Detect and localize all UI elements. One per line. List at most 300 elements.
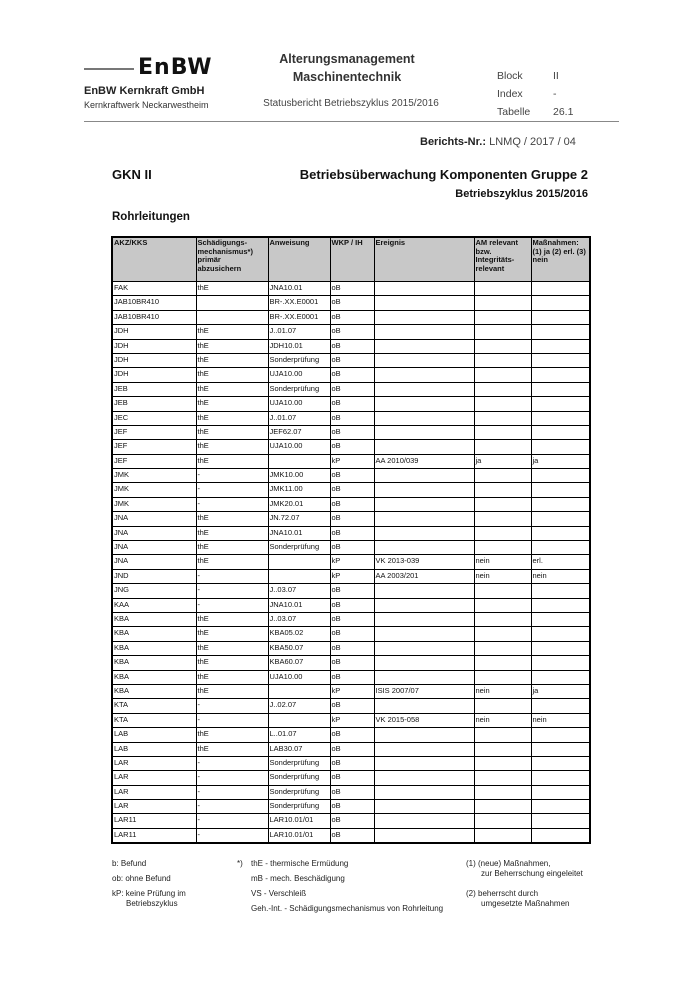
cell-akz: JND: [112, 569, 196, 583]
cell-mechanism: thE: [196, 555, 268, 569]
cell-measures: [531, 483, 590, 497]
cell-event: AA 2010/039: [374, 454, 474, 468]
cell-akz: JEB: [112, 382, 196, 396]
cell-akz: LAR: [112, 771, 196, 785]
cell-mechanism: -: [196, 756, 268, 770]
cell-event: [374, 469, 474, 483]
cell-measures: [531, 353, 590, 367]
table-row: [112, 454, 590, 468]
cell-mechanism: thE: [196, 339, 268, 353]
cell-instruction: L..01.07: [268, 728, 330, 742]
cell-wkp: oB: [330, 699, 374, 713]
cell-am-relevant: [474, 828, 531, 843]
cell-event: [374, 771, 474, 785]
table-row: [112, 541, 590, 555]
cell-mechanism: thE: [196, 641, 268, 655]
company-name: EnBW Kernkraft GmbH: [84, 85, 205, 97]
cell-instruction: LAB30.07: [268, 742, 330, 756]
cell-instruction: BR-.XX.E0001: [268, 296, 330, 310]
cell-akz: JEB: [112, 397, 196, 411]
cell-wkp: oB: [330, 656, 374, 670]
cell-event: [374, 699, 474, 713]
cell-event: [374, 382, 474, 396]
cell-mechanism: thE: [196, 411, 268, 425]
cell-am-relevant: [474, 584, 531, 598]
cell-mechanism: thE: [196, 612, 268, 626]
cell-measures: [531, 584, 590, 598]
cell-am-relevant: [474, 382, 531, 396]
cell-measures: [531, 282, 590, 296]
meta-value-block: II: [553, 70, 559, 82]
table-row: [112, 756, 590, 770]
table-row: [112, 339, 590, 353]
cell-akz: JDH: [112, 368, 196, 382]
cell-event: [374, 670, 474, 684]
cell-am-relevant: [474, 771, 531, 785]
meta-label-table: Tabelle: [497, 106, 531, 118]
cell-instruction: JNA10.01: [268, 282, 330, 296]
cell-mechanism: -: [196, 483, 268, 497]
cell-mechanism: [196, 310, 268, 324]
cell-instruction: LAR10.01/01: [268, 828, 330, 843]
legend-ohne-befund: ob: ohne Befund: [112, 874, 171, 883]
cell-wkp: oB: [330, 728, 374, 742]
table-row: [112, 742, 590, 756]
cell-mechanism: -: [196, 497, 268, 511]
cell-am-relevant: [474, 742, 531, 756]
cell-wkp: oB: [330, 411, 374, 425]
cell-mechanism: thE: [196, 397, 268, 411]
legend-measure-1-cont: zur Beherrschung eingeleitet: [481, 869, 583, 878]
cell-am-relevant: [474, 785, 531, 799]
report-number-label: Berichts-Nr.:: [420, 136, 487, 148]
col-header-instruction: Anweisung: [268, 237, 330, 282]
cell-mechanism: thE: [196, 325, 268, 339]
table-row: [112, 353, 590, 367]
cell-measures: [531, 368, 590, 382]
cell-instruction: J..02.07: [268, 699, 330, 713]
cell-akz: JMK: [112, 497, 196, 511]
cell-event: ISIS 2007/07: [374, 684, 474, 698]
report-number: [420, 136, 576, 148]
cell-wkp: oB: [330, 397, 374, 411]
table-row: [112, 397, 590, 411]
cell-am-relevant: nein: [474, 713, 531, 727]
cell-mechanism: thE: [196, 282, 268, 296]
table-row: [112, 656, 590, 670]
cell-am-relevant: [474, 296, 531, 310]
cell-wkp: oB: [330, 497, 374, 511]
cell-instruction: [268, 454, 330, 468]
cell-measures: [531, 828, 590, 843]
table-row: [112, 569, 590, 583]
cell-measures: [531, 541, 590, 555]
cell-mechanism: thE: [196, 512, 268, 526]
cell-mechanism: thE: [196, 526, 268, 540]
cell-instruction: J..03.07: [268, 584, 330, 598]
legend-the: thE - thermische Ermüdung: [251, 859, 349, 868]
table-row: [112, 526, 590, 540]
cell-am-relevant: [474, 756, 531, 770]
cell-measures: [531, 670, 590, 684]
cell-measures: [531, 814, 590, 828]
cell-measures: [531, 756, 590, 770]
cell-mechanism: [196, 296, 268, 310]
cell-am-relevant: [474, 469, 531, 483]
cell-measures: [531, 728, 590, 742]
cell-wkp: oB: [330, 353, 374, 367]
cell-wkp: oB: [330, 368, 374, 382]
table-row: [112, 555, 590, 569]
cell-mechanism: thE: [196, 742, 268, 756]
cell-am-relevant: [474, 411, 531, 425]
cell-event: [374, 656, 474, 670]
report-number-value: LNMQ / 2017 / 04: [489, 136, 576, 148]
plant-name: Kernkraftwerk Neckarwestheim: [84, 100, 209, 110]
cell-mechanism: -: [196, 469, 268, 483]
table-row: [112, 469, 590, 483]
cell-wkp: kP: [330, 555, 374, 569]
cell-measures: [531, 382, 590, 396]
cell-wkp: oB: [330, 742, 374, 756]
col-header-wkp: WKP / IH: [330, 237, 374, 282]
cell-instruction: JNA10.01: [268, 598, 330, 612]
table-row: [112, 828, 590, 843]
cell-event: [374, 296, 474, 310]
cell-wkp: oB: [330, 612, 374, 626]
cell-akz: FAK: [112, 282, 196, 296]
cell-am-relevant: [474, 425, 531, 439]
table-row: [112, 310, 590, 324]
cell-akz: JEF: [112, 440, 196, 454]
cell-akz: JNA: [112, 512, 196, 526]
table-row: [112, 382, 590, 396]
legend-keine-pruefung: kP: keine Prüfung im: [112, 889, 186, 898]
cell-mechanism: thE: [196, 454, 268, 468]
cell-am-relevant: [474, 612, 531, 626]
cell-wkp: kP: [330, 454, 374, 468]
cell-mechanism: -: [196, 771, 268, 785]
cell-akz: JEF: [112, 425, 196, 439]
cycle-subtitle: Betriebszyklus 2015/2016: [455, 188, 588, 200]
cell-akz: LAB: [112, 742, 196, 756]
table-row: [112, 684, 590, 698]
cell-akz: JNA: [112, 555, 196, 569]
cell-wkp: oB: [330, 800, 374, 814]
legend-befund: b: Befund: [112, 859, 147, 868]
cell-wkp: oB: [330, 425, 374, 439]
table-row: [112, 627, 590, 641]
cell-instruction: JN.72.07: [268, 512, 330, 526]
cell-mechanism: -: [196, 785, 268, 799]
cell-am-relevant: nein: [474, 569, 531, 583]
cell-wkp: oB: [330, 627, 374, 641]
cell-wkp: kP: [330, 713, 374, 727]
cell-measures: [531, 641, 590, 655]
cell-event: [374, 828, 474, 843]
cell-akz: KBA: [112, 656, 196, 670]
cell-am-relevant: nein: [474, 555, 531, 569]
cell-wkp: oB: [330, 814, 374, 828]
meta-label-block: Block: [497, 70, 523, 82]
status-table: [111, 236, 591, 844]
cell-am-relevant: ja: [474, 454, 531, 468]
cell-event: [374, 353, 474, 367]
cell-wkp: oB: [330, 771, 374, 785]
cell-am-relevant: [474, 397, 531, 411]
cell-mechanism: thE: [196, 670, 268, 684]
col-header-measures: Maßnahmen: (1) ja (2) erl. (3) nein: [531, 237, 590, 282]
table-row: [112, 612, 590, 626]
cell-event: [374, 282, 474, 296]
cell-wkp: oB: [330, 756, 374, 770]
legend-mb: mB - mech. Beschädigung: [251, 874, 345, 883]
cell-measures: [531, 785, 590, 799]
cell-event: AA 2003/201: [374, 569, 474, 583]
cell-event: [374, 497, 474, 511]
company-logo: EnBW: [138, 55, 213, 80]
col-header-akz: AKZ/KKS: [112, 237, 196, 282]
legend-measure-1: (1) (neue) Maßnahmen,: [466, 859, 551, 868]
cell-am-relevant: [474, 814, 531, 828]
cell-akz: JEC: [112, 411, 196, 425]
cell-mechanism: -: [196, 800, 268, 814]
cell-mechanism: -: [196, 828, 268, 843]
cell-event: [374, 728, 474, 742]
cell-measures: erl.: [531, 555, 590, 569]
cell-event: [374, 598, 474, 612]
cell-measures: [531, 425, 590, 439]
table-row: [112, 728, 590, 742]
cell-akz: LAR11: [112, 814, 196, 828]
cell-event: [374, 742, 474, 756]
cell-event: [374, 411, 474, 425]
cell-mechanism: thE: [196, 353, 268, 367]
cell-measures: [531, 800, 590, 814]
cell-am-relevant: [474, 325, 531, 339]
cell-akz: KBA: [112, 684, 196, 698]
legend-keine-pruefung-cont: Betriebszyklus: [126, 899, 178, 908]
cell-instruction: Sonderprüfung: [268, 541, 330, 555]
table-row: [112, 699, 590, 713]
cell-measures: [531, 598, 590, 612]
cell-wkp: oB: [330, 584, 374, 598]
cell-akz: KBA: [112, 670, 196, 684]
cell-mechanism: thE: [196, 425, 268, 439]
cell-event: [374, 627, 474, 641]
cell-akz: JNA: [112, 526, 196, 540]
cell-am-relevant: [474, 368, 531, 382]
cell-akz: JMK: [112, 483, 196, 497]
cell-measures: [531, 742, 590, 756]
cell-am-relevant: [474, 282, 531, 296]
cell-measures: [531, 771, 590, 785]
cell-wkp: oB: [330, 526, 374, 540]
cell-am-relevant: [474, 800, 531, 814]
cell-akz: JNG: [112, 584, 196, 598]
legend-measure-2: (2) beherrscht durch: [466, 889, 539, 898]
cell-instruction: Sonderprüfung: [268, 756, 330, 770]
cell-am-relevant: [474, 656, 531, 670]
table-row: [112, 713, 590, 727]
table-row: [112, 598, 590, 612]
cell-akz: KTA: [112, 713, 196, 727]
cell-event: [374, 310, 474, 324]
cell-measures: [531, 397, 590, 411]
cell-mechanism: -: [196, 569, 268, 583]
cell-instruction: JMK11.00: [268, 483, 330, 497]
cell-am-relevant: [474, 598, 531, 612]
cell-instruction: UJA10.00: [268, 397, 330, 411]
cell-am-relevant: [474, 353, 531, 367]
cell-am-relevant: [474, 699, 531, 713]
cell-am-relevant: [474, 497, 531, 511]
meta-label-index: Index: [497, 88, 523, 100]
cell-am-relevant: [474, 641, 531, 655]
cell-instruction: JMK10.00: [268, 469, 330, 483]
cell-instruction: JEF62.07: [268, 425, 330, 439]
cell-akz: KBA: [112, 641, 196, 655]
cell-measures: [531, 469, 590, 483]
cell-measures: [531, 440, 590, 454]
col-header-event: Ereignis: [374, 237, 474, 282]
page-title: Betriebsüberwachung Komponenten Gruppe 2: [299, 167, 588, 182]
cell-instruction: KBA60.07: [268, 656, 330, 670]
cell-akz: JMK: [112, 469, 196, 483]
cell-akz: KBA: [112, 627, 196, 641]
cell-akz: LAR: [112, 785, 196, 799]
cell-wkp: oB: [330, 670, 374, 684]
cell-wkp: oB: [330, 310, 374, 324]
table-row: [112, 440, 590, 454]
legend-measure-2-cont: umgesetzte Maßnahmen: [481, 899, 570, 908]
cell-instruction: [268, 684, 330, 698]
table-row: [112, 800, 590, 814]
cell-wkp: oB: [330, 512, 374, 526]
cell-event: [374, 368, 474, 382]
cell-mechanism: thE: [196, 382, 268, 396]
cell-instruction: [268, 713, 330, 727]
cell-event: [374, 440, 474, 454]
cell-wkp: oB: [330, 641, 374, 655]
cell-instruction: KBA05.02: [268, 627, 330, 641]
cell-am-relevant: nein: [474, 684, 531, 698]
table-row: [112, 670, 590, 684]
cell-measures: ja: [531, 684, 590, 698]
cell-event: [374, 756, 474, 770]
cell-measures: [531, 296, 590, 310]
cell-measures: [531, 339, 590, 353]
cell-mechanism: -: [196, 713, 268, 727]
cell-akz: JAB10BR410: [112, 296, 196, 310]
cell-measures: ja: [531, 454, 590, 468]
cell-instruction: [268, 569, 330, 583]
cell-event: [374, 612, 474, 626]
cell-am-relevant: [474, 512, 531, 526]
header-subtitle: Statusbericht Betriebszyklus 2015/2016: [263, 98, 439, 109]
cell-measures: [531, 325, 590, 339]
meta-value-index: -: [553, 88, 557, 100]
table-row: [112, 785, 590, 799]
cell-akz: LAR11: [112, 828, 196, 843]
cell-am-relevant: [474, 339, 531, 353]
section-heading: Rohrleitungen: [112, 211, 190, 223]
cell-wkp: oB: [330, 469, 374, 483]
table-row: [112, 483, 590, 497]
table-row: [112, 411, 590, 425]
cell-am-relevant: [474, 310, 531, 324]
legend-mechanism-mark: *): [237, 859, 243, 868]
cell-akz: JEF: [112, 454, 196, 468]
cell-mechanism: thE: [196, 541, 268, 555]
cell-instruction: LAR10.01/01: [268, 814, 330, 828]
col-header-am-relevant: AM relevant bzw. Integritäts-relevant: [474, 237, 531, 282]
header-divider: [84, 121, 619, 122]
cell-mechanism: thE: [196, 684, 268, 698]
cell-instruction: J..01.07: [268, 325, 330, 339]
cell-instruction: [268, 555, 330, 569]
cell-mechanism: thE: [196, 656, 268, 670]
cell-event: [374, 325, 474, 339]
cell-instruction: J..01.07: [268, 411, 330, 425]
cell-measures: [531, 612, 590, 626]
cell-akz: KAA: [112, 598, 196, 612]
table-row: [112, 641, 590, 655]
cell-event: [374, 541, 474, 555]
cell-akz: JAB10BR410: [112, 310, 196, 324]
table-row: [112, 368, 590, 382]
cell-am-relevant: [474, 670, 531, 684]
cell-measures: nein: [531, 713, 590, 727]
cell-instruction: JDH10.01: [268, 339, 330, 353]
table-row: [112, 296, 590, 310]
table-row: [112, 282, 590, 296]
cell-event: [374, 339, 474, 353]
cell-event: VK 2013-039: [374, 555, 474, 569]
cell-instruction: Sonderprüfung: [268, 771, 330, 785]
cell-event: [374, 785, 474, 799]
cell-instruction: UJA10.00: [268, 368, 330, 382]
cell-wkp: kP: [330, 684, 374, 698]
cell-wkp: oB: [330, 785, 374, 799]
table-row: [112, 325, 590, 339]
cell-measures: [531, 411, 590, 425]
table-row: [112, 512, 590, 526]
cell-akz: JDH: [112, 325, 196, 339]
cell-wkp: oB: [330, 598, 374, 612]
cell-am-relevant: [474, 483, 531, 497]
header-title-line2: Maschinentechnik: [292, 70, 402, 84]
cell-instruction: JNA10.01: [268, 526, 330, 540]
cell-mechanism: thE: [196, 728, 268, 742]
header-title-line1: Alterungsmanagement: [279, 52, 415, 66]
cell-mechanism: -: [196, 584, 268, 598]
cell-wkp: kP: [330, 569, 374, 583]
cell-measures: [531, 497, 590, 511]
cell-instruction: UJA10.00: [268, 670, 330, 684]
cell-event: [374, 425, 474, 439]
cell-akz: KBA: [112, 612, 196, 626]
cell-event: [374, 512, 474, 526]
cell-wkp: oB: [330, 339, 374, 353]
table-row: [112, 584, 590, 598]
cell-instruction: BR-.XX.E0001: [268, 310, 330, 324]
cell-measures: nein: [531, 569, 590, 583]
cell-am-relevant: [474, 440, 531, 454]
cell-instruction: Sonderprüfung: [268, 800, 330, 814]
cell-event: [374, 584, 474, 598]
cell-mechanism: -: [196, 598, 268, 612]
